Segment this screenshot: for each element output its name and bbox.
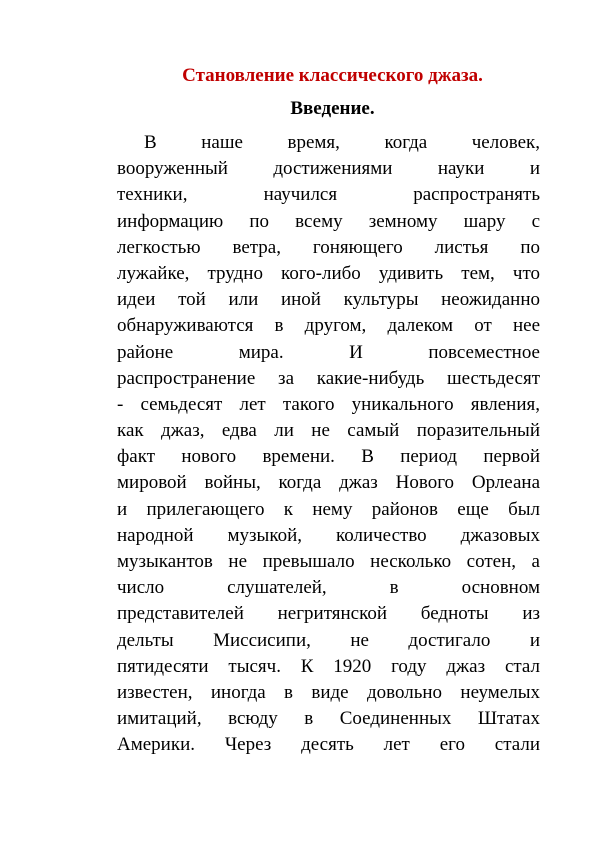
paragraph-line: техники, научился распространять [117,184,540,206]
paragraph-line: районе мира. И повсеместное [117,341,540,363]
paragraph-line: вооруженный достижениями науки и [117,158,540,180]
paragraph-line: В наше время, когда человек, [144,132,540,153]
paragraph-line: Америки. Через десять лет его стали [117,734,540,756]
paragraph-line: идеи той или иной культуры неожиданно [117,289,540,311]
body-paragraph [117,130,540,759]
paragraph-line: число слушателей, в основном [117,577,540,599]
paragraph-line: легкостью ветра, гоняющего листья по [117,236,540,258]
paragraph-line: лужайке, трудно кого-либо удивить тем, что [117,262,540,284]
paragraph-line: народной музыкой, количество джазовых [117,524,540,546]
paragraph-line: - семьдесят лет такого уникального явления, [117,393,540,415]
paragraph-line: музыкантов не превышало несколько сотен, а [117,551,540,572]
paragraph-line: как джаз, едва ли не самый поразительный [117,420,540,442]
paragraph-line: пятидесяти тысяч. К 1920 году джаз стал [117,655,540,677]
document-title: Становление классического джаза. [182,65,483,86]
paragraph-line: информацию по всему земному шару с [117,210,540,232]
paragraph-line: дельты Миссисипи, не достигало и [117,629,540,651]
paragraph-line: обнаруживаются в другом, далеком от нее [117,315,540,337]
paragraph-line: и прилегающего к нему районов еще был [117,498,540,520]
section-heading: Введение. [290,98,375,119]
paragraph-line: имитаций, всюду в Соединенных Штатах [117,708,540,730]
paragraph-line: мировой войны, когда джаз Нового Орлеана [117,472,540,494]
paragraph-line: распространение за какие-нибудь шестьдесят [117,367,540,389]
paragraph-line: представителей негритянской бедноты из [117,603,540,625]
paragraph-line: известен, иногда в виде довольно неумелых [117,681,540,703]
paragraph-line: факт нового времени. В период первой [117,446,540,468]
